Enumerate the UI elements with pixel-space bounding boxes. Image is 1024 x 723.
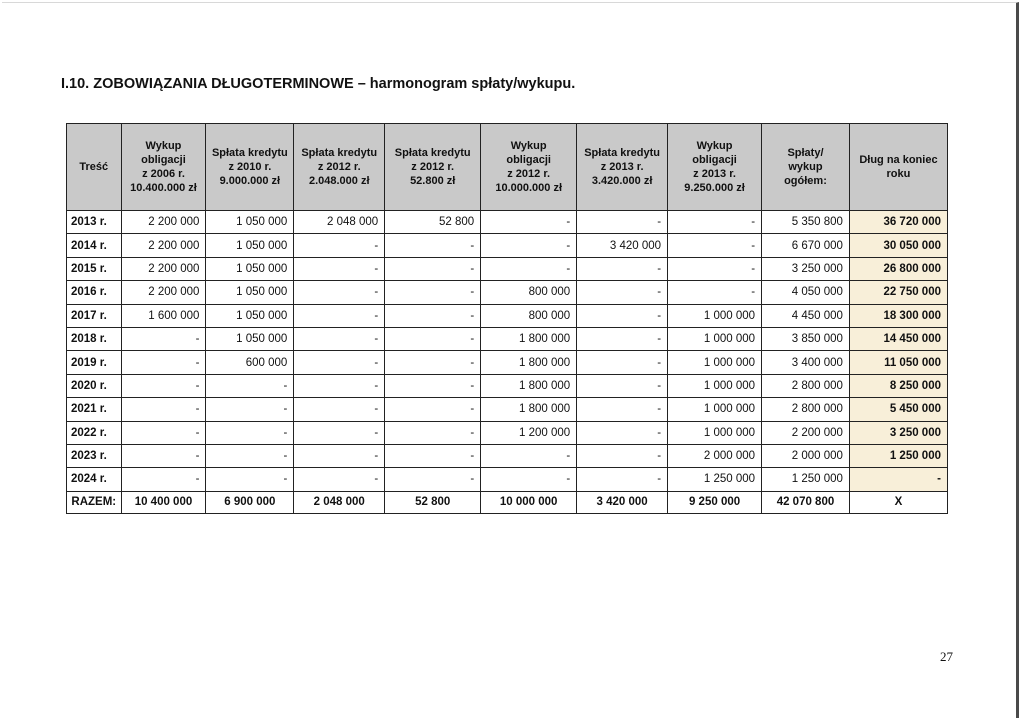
table-cell: 1 200 000 [481, 421, 577, 444]
table-cell: - [577, 444, 668, 467]
table-cell: - [577, 351, 668, 374]
column-header [121, 124, 206, 211]
table-cell: 1 000 000 [668, 398, 762, 421]
table-cell: - [481, 234, 577, 257]
table-row [67, 421, 948, 444]
table-cell: 10 400 000 [121, 491, 206, 513]
row-label: 2023 r. [67, 444, 122, 467]
table-cell: 26 800 000 [849, 257, 947, 280]
column-header [849, 124, 947, 211]
table-cell: - [294, 374, 385, 397]
column-header-line: 9.250.000 zł [684, 182, 745, 194]
total-row [67, 491, 948, 513]
column-header-line: z 2013 r. [600, 161, 644, 173]
row-label: 2024 r. [67, 468, 122, 491]
table-row [67, 281, 948, 304]
column-header-line: Spłata kredytu [301, 147, 378, 159]
table-cell: - [385, 468, 481, 491]
table-cell: - [121, 351, 206, 374]
table-cell: - [294, 234, 385, 257]
table-cell: 1 050 000 [206, 327, 294, 350]
table-row [67, 304, 948, 327]
table-cell: 2 000 000 [762, 444, 850, 467]
table-cell: - [294, 304, 385, 327]
table-cell: 800 000 [481, 281, 577, 304]
table-cell: 2 200 000 [121, 281, 206, 304]
row-label: 2016 r. [67, 281, 122, 304]
column-header [385, 124, 481, 211]
repayment-schedule-table [66, 123, 948, 514]
row-label: 2022 r. [67, 421, 122, 444]
table-cell: 1 000 000 [668, 374, 762, 397]
table-cell: - [577, 468, 668, 491]
table-cell: 9 250 000 [668, 491, 762, 513]
column-header-line: z 2012 r. [507, 168, 551, 180]
table-cell: 10 000 000 [481, 491, 577, 513]
table-cell: 4 050 000 [762, 281, 850, 304]
table-cell: - [206, 468, 294, 491]
column-header-line: Wykup [145, 140, 182, 152]
table-cell: 2 048 000 [294, 211, 385, 234]
column-header-line: ogółem: [784, 175, 827, 187]
column-header [762, 124, 850, 211]
table-row [67, 327, 948, 350]
table-cell: - [577, 327, 668, 350]
row-label: RAZEM: [67, 491, 122, 513]
table-cell: 11 050 000 [849, 351, 947, 374]
table-cell: - [294, 351, 385, 374]
column-header-line: Wykup [510, 140, 547, 152]
table-row [67, 257, 948, 280]
column-header [668, 124, 762, 211]
column-header-line: 9.000.000 zł [219, 175, 281, 187]
table-cell: 1 250 000 [849, 444, 947, 467]
row-label: 2015 r. [67, 257, 122, 280]
table-cell: 6 670 000 [762, 234, 850, 257]
table-row [67, 444, 948, 467]
table-row [67, 398, 948, 421]
table-cell: - [577, 304, 668, 327]
table-cell: 1 050 000 [206, 211, 294, 234]
table-cell: 5 450 000 [849, 398, 947, 421]
table-cell: - [294, 398, 385, 421]
column-header-line: wykup [788, 161, 823, 173]
table-cell: - [206, 444, 294, 467]
table-cell: - [385, 444, 481, 467]
column-header-line: z 2013 r. [693, 168, 736, 180]
column-header-line: Wykup [696, 140, 733, 152]
table-cell: - [121, 374, 206, 397]
table-cell: - [481, 468, 577, 491]
table-row [67, 374, 948, 397]
table-cell: 1 050 000 [206, 234, 294, 257]
table-row [67, 351, 948, 374]
table-cell: 1 000 000 [668, 327, 762, 350]
table-cell: 1 800 000 [481, 327, 577, 350]
table-cell: 52 800 [385, 491, 481, 513]
table-cell: - [481, 211, 577, 234]
table-cell: - [385, 327, 481, 350]
row-label: 2020 r. [67, 374, 122, 397]
table-cell: 14 450 000 [849, 327, 947, 350]
table-cell: - [206, 374, 294, 397]
table-cell: - [668, 281, 762, 304]
table-cell: 30 050 000 [849, 234, 947, 257]
table-cell: 1 250 000 [668, 468, 762, 491]
column-header [67, 124, 122, 211]
table-cell: 36 720 000 [849, 211, 947, 234]
column-header-line: Spłata kredytu [394, 147, 471, 159]
column-header-line: obligacji [506, 154, 551, 166]
row-label: 2017 r. [67, 304, 122, 327]
column-header-line: Spłata kredytu [584, 147, 661, 159]
table-cell: - [577, 421, 668, 444]
table-cell: - [668, 234, 762, 257]
table-cell: - [385, 374, 481, 397]
table-cell: 1 800 000 [481, 351, 577, 374]
table-cell: X [849, 491, 947, 513]
column-header-line: obligacji [692, 154, 737, 166]
table-cell: 4 450 000 [762, 304, 850, 327]
table-cell: 2 200 000 [121, 257, 206, 280]
column-header-line: Dług na koniec [859, 154, 938, 166]
table-cell: 1 050 000 [206, 281, 294, 304]
row-label: 2021 r. [67, 398, 122, 421]
table-cell: 8 250 000 [849, 374, 947, 397]
table-row [67, 211, 948, 234]
table-cell: 1 000 000 [668, 304, 762, 327]
table-cell: 2 800 000 [762, 398, 850, 421]
column-header-line: z 2012 r. [317, 161, 361, 173]
table-cell: - [385, 351, 481, 374]
table-cell: - [577, 374, 668, 397]
table-cell: 3 250 000 [849, 421, 947, 444]
column-header-line: Spłaty/ [787, 147, 824, 159]
table-cell: 2 000 000 [668, 444, 762, 467]
table-cell: 3 850 000 [762, 327, 850, 350]
table-cell: 2 048 000 [294, 491, 385, 513]
table-cell: 6 900 000 [206, 491, 294, 513]
table-cell: 1 000 000 [668, 421, 762, 444]
column-header [577, 124, 668, 211]
page-number: 27 [940, 649, 953, 664]
table-cell: - [481, 257, 577, 280]
column-header-line: 2.048.000 zł [308, 175, 370, 187]
table-cell: 1 600 000 [121, 304, 206, 327]
table-cell: 18 300 000 [849, 304, 947, 327]
table-cell: 1 250 000 [762, 468, 850, 491]
table-cell: 22 750 000 [849, 281, 947, 304]
table-cell: 3 400 000 [762, 351, 850, 374]
table-cell: - [577, 211, 668, 234]
column-header-line: z 2006 r. [142, 168, 185, 180]
table-cell: 1 800 000 [481, 398, 577, 421]
row-label: 2014 r. [67, 234, 122, 257]
row-label: 2019 r. [67, 351, 122, 374]
column-header [481, 124, 577, 211]
table-cell: - [577, 257, 668, 280]
column-header-line: roku [886, 168, 911, 180]
table-cell: 1 050 000 [206, 257, 294, 280]
table-row [67, 468, 948, 491]
column-header-line: 10.400.000 zł [130, 182, 197, 194]
table-cell: - [849, 468, 947, 491]
row-label: 2018 r. [67, 327, 122, 350]
table-cell: - [121, 421, 206, 444]
table-cell: 3 250 000 [762, 257, 850, 280]
column-header-line: 52.800 zł [410, 175, 456, 187]
table-cell: - [294, 421, 385, 444]
table-cell: - [121, 468, 206, 491]
table-cell: - [294, 257, 385, 280]
table-cell: 2 200 000 [121, 234, 206, 257]
table-cell: - [385, 304, 481, 327]
table-cell: - [294, 327, 385, 350]
table-cell: 1 000 000 [668, 351, 762, 374]
row-label: 2013 r. [67, 211, 122, 234]
table-cell: 3 420 000 [577, 491, 668, 513]
table-cell: - [577, 398, 668, 421]
table-cell: - [385, 421, 481, 444]
column-header [206, 124, 294, 211]
table-cell: - [206, 398, 294, 421]
table-cell: - [121, 398, 206, 421]
table-cell: - [121, 444, 206, 467]
table-header-row [67, 124, 948, 211]
column-header-line: z 2012 r. [411, 161, 455, 173]
column-header [294, 124, 385, 211]
table-cell: 2 200 000 [762, 421, 850, 444]
column-header-line: z 2010 r. [228, 161, 272, 173]
table-cell: 1 050 000 [206, 304, 294, 327]
table-cell: 2 800 000 [762, 374, 850, 397]
table-cell: 2 200 000 [121, 211, 206, 234]
table-cell: - [385, 257, 481, 280]
table-cell: - [121, 327, 206, 350]
table-cell: 600 000 [206, 351, 294, 374]
table-cell: 1 800 000 [481, 374, 577, 397]
table-body [67, 211, 948, 514]
column-header-line: Treść [79, 161, 109, 173]
column-header-line: Spłata kredytu [211, 147, 288, 159]
table-cell: 42 070 800 [762, 491, 850, 513]
table-cell: 800 000 [481, 304, 577, 327]
column-header-line: 10.000.000 zł [495, 182, 562, 194]
table-cell: - [668, 257, 762, 280]
table-cell: - [577, 281, 668, 304]
table-cell: 52 800 [385, 211, 481, 234]
table-cell: - [206, 421, 294, 444]
table-cell: - [294, 468, 385, 491]
table-cell: - [294, 281, 385, 304]
table-cell: - [668, 211, 762, 234]
column-header-line: 3.420.000 zł [591, 175, 653, 187]
table-cell: - [294, 444, 385, 467]
table-cell: 5 350 800 [762, 211, 850, 234]
table-cell: - [481, 444, 577, 467]
table-cell: 3 420 000 [577, 234, 668, 257]
table-cell: - [385, 234, 481, 257]
table-cell: - [385, 281, 481, 304]
column-header-line: obligacji [141, 154, 186, 166]
table-cell: - [385, 398, 481, 421]
document-title: I.10. ZOBOWIĄZANIA DŁUGOTERMINOWE – harmonogram spłaty/wykupu. [61, 76, 576, 92]
table-row [67, 234, 948, 257]
